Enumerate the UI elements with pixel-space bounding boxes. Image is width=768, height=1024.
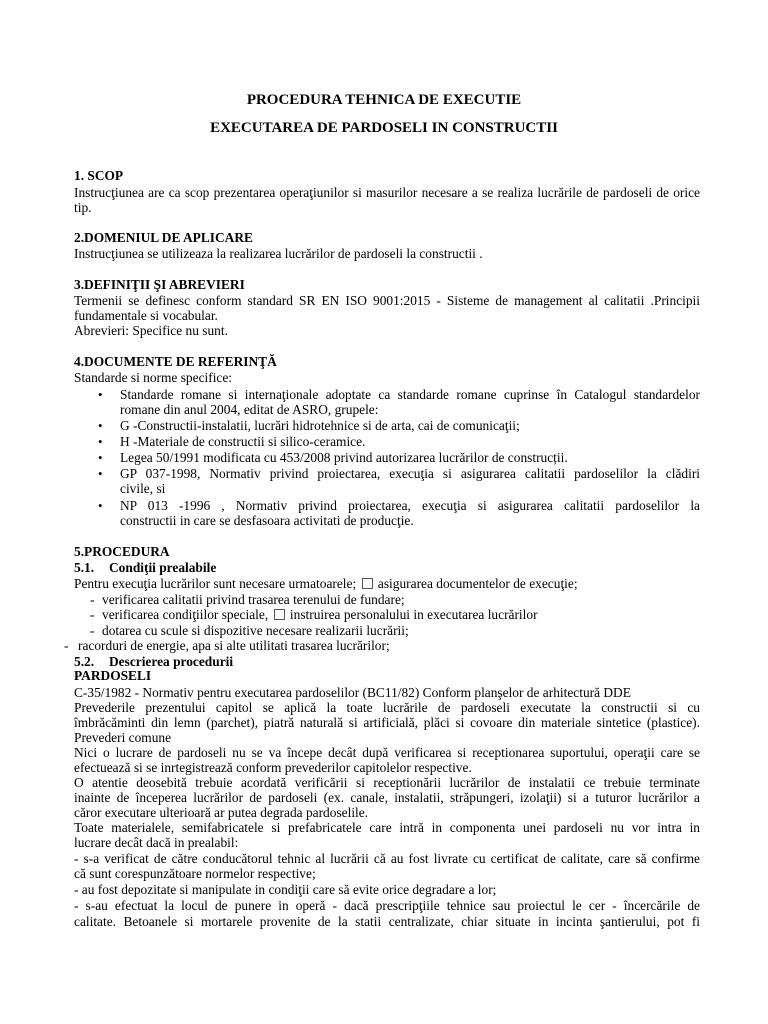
text-span: instruirea personalului in executarea lucrărilor <box>289 607 538 622</box>
reference-item: constructii in care se desfasoara activitati de producţie. <box>120 513 414 528</box>
body-text-line: Toate materialele, semifabricatele si prefabricatele care intră in componenta unei pardoseli nu vor intra in <box>74 820 700 835</box>
dash-marker: - <box>64 638 69 653</box>
subsection-heading: Condiţii prealabile <box>109 560 217 575</box>
domeniu-text-line: Instrucţiunea se utilizeaza la realizarea lucrărilor de pardoseli la constructii . <box>74 246 483 261</box>
condition-item <box>102 607 538 622</box>
scop-text-line: Instrucţiunea are ca scop prezentarea operaţiunilor si masurilor necesare a se realiza lucrările de pardoseli de orice <box>74 185 700 200</box>
condition-item: verificarea calitatii privind trasarea terenului de fundare; <box>102 592 405 607</box>
missing-glyph-icon <box>274 609 285 620</box>
definitii-text-line: Termenii se definesc conform standard SR EN ISO 9001:2015 - Sisteme de management al calitatii .Principii <box>74 293 700 308</box>
procedura-text-line <box>74 576 578 591</box>
pardoseli-heading: PARDOSELI <box>74 668 152 683</box>
condition-item: dotarea cu scule si dispozitive necesare realizarii lucrării; <box>102 623 409 638</box>
reference-item: G -Constructii-instalatii, lucrări hidrotehnice si de arta, cai de comunicaţii; <box>120 418 520 433</box>
text-span: asigurarea documentelor de execuţie; <box>377 576 578 591</box>
section-heading-procedura: 5.PROCEDURA <box>74 544 170 559</box>
reference-item: H -Materiale de constructii si silico-ceramice. <box>120 434 366 449</box>
body-text-line: lucrare decât dacă in prealabil: <box>74 835 239 850</box>
bullet-icon: • <box>98 434 103 449</box>
subsection-heading: Descrierea procedurii <box>109 654 234 669</box>
body-text-line: Prevederi comune <box>74 730 172 745</box>
subsection-number: 5.2. <box>74 654 95 669</box>
bullet-icon: • <box>98 387 103 402</box>
definitii-text-line: fundamentale si vocabular. <box>74 308 218 323</box>
subsection-number: 5.1. <box>74 560 95 575</box>
body-text-line: îmbrăcăminti din lemn (parchet), piatră naturală si artificială, plăci si covoare din materiale sintetice (plastice). <box>74 715 700 730</box>
bullet-icon: • <box>98 466 103 481</box>
reference-item: Legea 50/1991 modificata cu 453/2008 privind autorizarea lucrărilor de construcții. <box>120 450 568 465</box>
reference-item: Standarde romane si internaţionale adoptate ca standarde romane cuprinse în Catalogul standardelor <box>120 387 700 402</box>
text-span: Pentru execuţia lucrărilor sunt necesare urmatoarele; <box>74 576 357 591</box>
body-text-line: - s-a verificat de către conducătorul tehnic al lucrării că au fost livrate cu certificat de calitate, care să confirme <box>74 851 700 866</box>
bullet-icon: • <box>98 498 103 513</box>
body-text-line: calitate. Betoanele si mortarele provenite de la statii centralizate, chiar situate in incinta şantierului, pot fi <box>74 914 700 929</box>
reference-item: romane din anul 2004, editat de ASRO, grupele: <box>120 402 379 417</box>
document-subtitle: EXECUTAREA DE PARDOSELI IN CONSTRUCTII <box>210 120 558 136</box>
missing-glyph-icon <box>362 578 373 589</box>
condition-item: racorduri de energie, apa si alte utilitati trasarea lucrărilor; <box>78 638 390 653</box>
section-heading-documente: 4.DOCUMENTE DE REFERINŢĂ <box>74 354 277 369</box>
documente-intro: Standarde si norme specifice: <box>74 370 233 385</box>
dash-marker: - <box>90 592 95 607</box>
section-heading-definitii: 3.DEFINIŢII ŞI ABREVIERI <box>74 277 245 292</box>
body-text-line: C-35/1982 - Normativ pentru executarea pardoselilor (BC11/82) Conform planşelor de arhitectură DDE <box>74 685 631 700</box>
definitii-text-line: Abrevieri: Specifice nu sunt. <box>74 323 228 338</box>
dash-marker: - <box>90 607 95 622</box>
bullet-icon: • <box>98 418 103 433</box>
reference-item: GP 037-1998, Normativ privind proiectarea, execuţia si asigurarea calitatii pardoselilor la clădiri <box>120 466 700 481</box>
section-heading-domeniu: 2.DOMENIUL DE APLICARE <box>74 230 253 245</box>
scop-text-line: tip. <box>74 200 92 215</box>
reference-item: NP 013 -1996 , Normativ privind proiectarea, execuţia si asigurarea calitatii pardoselilor la <box>120 498 700 513</box>
document-title: PROCEDURA TEHNICA DE EXECUTIE <box>246 92 522 108</box>
body-text-line: Nici o lucrare de pardoseli nu se va începe decât după verificarea si receptionarea suportului, operaţii care se <box>74 745 700 760</box>
body-text-line: O atentie deosebită trebuie acordată verificării si receptionării lucrărilor de instalatii ce trebuie terminate <box>74 775 700 790</box>
bullet-icon: • <box>98 450 103 465</box>
section-heading-scop: 1. SCOP <box>74 168 124 183</box>
body-text-line: că sunt corespunzătoare normelor respective; <box>74 866 316 881</box>
reference-item: civile, si <box>120 481 166 496</box>
body-text-line: căror executare ulterioară ar putea degrada pardoselile. <box>74 805 369 820</box>
dash-marker: - <box>90 623 95 638</box>
body-text-line: inainte de începerea lucrărilor de pardoseli (ex. canale, instalatii, străpungeri, izolaţii) si a tuturor lucrărilor a <box>74 790 700 805</box>
body-text-line: efectuează si se inrtegistrează conform prevederilor capitolelor respective. <box>74 760 472 775</box>
body-text-line: Prevederile prezentului capitol se aplică la toate lucrările de pardoseli executate la constructii si cu <box>74 700 700 715</box>
body-text-line: - s-au efectuat la locul de punere in operă - dacă prescripţiile tehnice sau proiectul le cer - încercările de <box>74 898 700 913</box>
text-span: verificarea condiţiilor speciale, <box>102 607 269 622</box>
body-text-line: - au fost depozitate si manipulate in condiţii care să evite orice degradare a lor; <box>74 882 497 897</box>
